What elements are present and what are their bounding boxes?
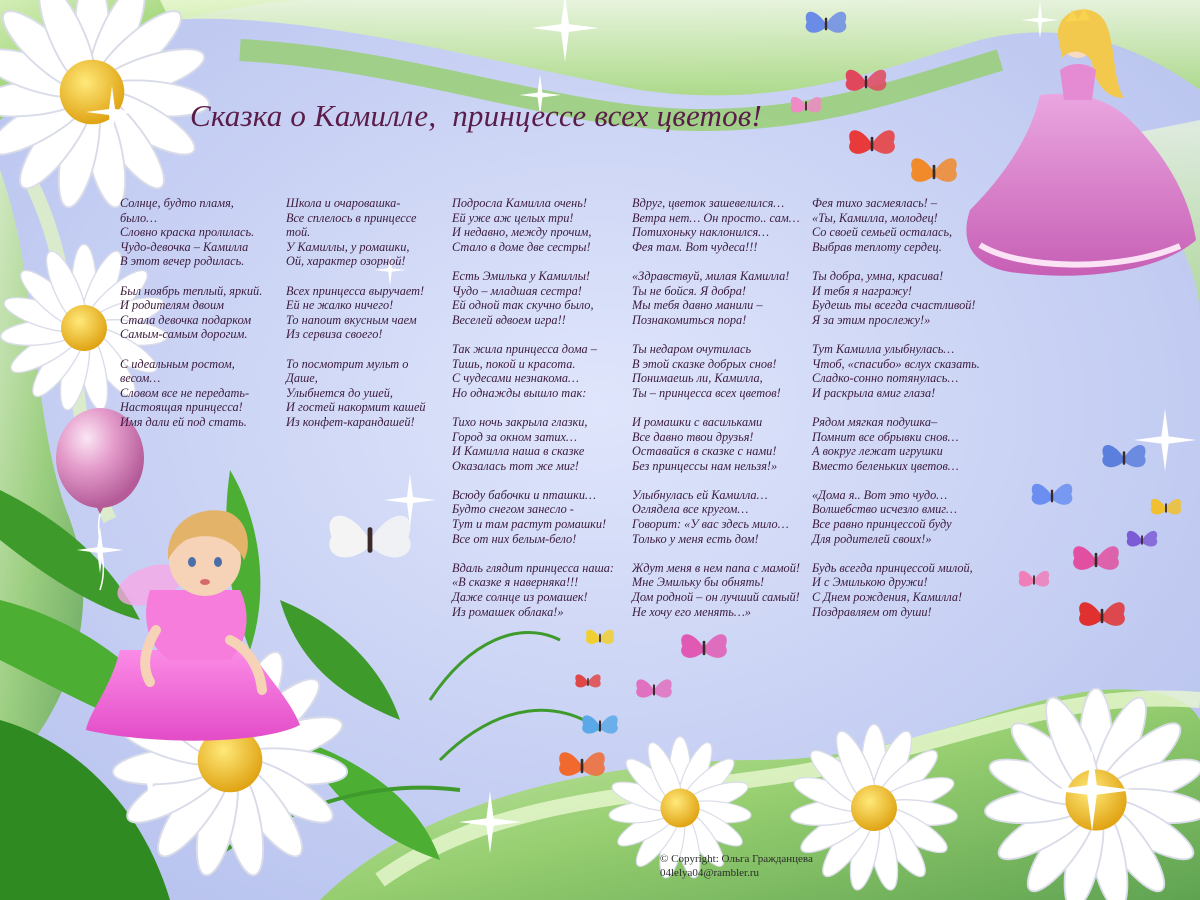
copyright-email: 04lelya04@rambler.ru — [660, 867, 760, 879]
poem-column-4 — [632, 196, 800, 619]
poem-line: Словно краска пролилась. — [120, 225, 255, 240]
poem-line: Ой, характер озорной! — [286, 254, 406, 269]
poem-line: Будто снегом занесло - — [452, 502, 574, 517]
poem-line: Тут и там растут ромашки! — [452, 517, 607, 532]
stanza-gap — [120, 342, 262, 357]
poem-line: Словом все не передать- — [120, 385, 250, 400]
copyright-author: © Copyright: Ольга Гражданцева — [660, 853, 813, 865]
poem-line: Рядом мягкая подушка– — [812, 414, 938, 429]
stanza-gap — [812, 254, 980, 269]
poem-line: И тебя я награжу! — [812, 283, 912, 298]
poem-line: Для родителей своих!» — [812, 531, 932, 546]
poem-line: Оставайся в сказке с нами! — [632, 444, 777, 459]
poem-line: Из ромашек облака!» — [452, 604, 564, 619]
poem-line: У Камиллы, у ромашки, — [286, 239, 410, 254]
poem-line: Все от них белым-бело! — [452, 531, 577, 546]
poem-line: Солнце, будто пламя, — [120, 196, 234, 210]
poem-line: Подросла Камилла очень! — [452, 196, 587, 210]
poem-line: Не хочу его менять…» — [632, 604, 751, 619]
poem-line: И раскрыла вмиг глаза! — [812, 385, 936, 400]
stanza-gap — [452, 327, 614, 342]
poem-line: И Камилла наша в сказке — [452, 444, 585, 459]
poem-column-3 — [452, 196, 614, 619]
poem-column-5 — [812, 196, 980, 619]
stanza-gap — [812, 327, 980, 342]
poem-line: Но однажды вышло так: — [452, 385, 587, 400]
stanza-gap — [632, 400, 800, 415]
poem-line: Всюду бабочки и пташки… — [452, 487, 596, 502]
poem-line: А вокруг лежат игрушки — [812, 444, 943, 459]
poem-line: Ты добра, умна, красива! — [812, 268, 944, 283]
poem-line: Тут Камилла улыбнулась… — [812, 341, 955, 356]
stanza-gap — [632, 327, 800, 342]
poem-line: Самым-самым дорогим. — [120, 327, 248, 342]
poem-line: С Днем рождения, Камилла! — [812, 590, 963, 605]
poem-line: И с Эмилькою дружи! — [812, 575, 928, 590]
poem-line: Ей не жалко ничего! — [286, 298, 394, 313]
poem-line: Потихоньку наклонился… — [632, 225, 770, 240]
poem-line: Ты не бойся. Я добра! — [632, 283, 747, 298]
poem-line: Чтоб, «спасибо» вслух сказать. — [812, 356, 980, 371]
poem-line: Сладко-сонно потянулась… — [812, 371, 959, 386]
poem-line: «Ты, Камилла, молодец! — [812, 210, 938, 225]
copyright-notice — [660, 852, 813, 880]
poem-column-1 — [120, 196, 262, 430]
poem-line: Все равно принцессой буду — [812, 517, 952, 532]
poem-line: «В сказке я наверняка!!! — [452, 575, 579, 590]
stanza-gap — [812, 546, 980, 561]
poem-line: Только у меня есть дом! — [632, 531, 759, 546]
poem-line: Дом родной – он лучший самый! — [632, 590, 800, 605]
poem-line: Ей одной так скучно было, — [452, 298, 594, 313]
poem-line: Помнит все обрывки снов… — [812, 429, 959, 444]
poem-line: Настоящая принцесса! — [120, 400, 243, 415]
poem-line: Мы тебя давно манили – — [632, 298, 763, 313]
poem-line: Школа и очаровашка- — [286, 196, 401, 210]
poem-line: Вместо беленьких цветов… — [812, 458, 959, 473]
stanza-gap — [632, 254, 800, 269]
poem-line: Без принцессы нам нельзя!» — [632, 458, 778, 473]
stanza-gap — [286, 269, 426, 284]
poem-line: Веселей вдвоем игра!! — [452, 312, 566, 327]
poem-line: Понимаешь ли, Камилла, — [632, 371, 763, 386]
poem-line: Вдруг, цветок зашевелился… — [632, 196, 785, 210]
poem-line: И ромашки с васильками — [632, 414, 763, 429]
poem-line: Из сервиза своего! — [286, 327, 383, 342]
poem-line: Из конфет-карандашей! — [286, 414, 415, 429]
poem-line: Ждут меня в нем папа с мамой! — [632, 560, 800, 575]
poem-line: Говорит: «У вас здесь мило… — [632, 517, 789, 532]
poem-line: весом… — [120, 371, 161, 386]
poem-line: «Дома я.. Вот это чудо… — [812, 487, 948, 502]
stanza-gap — [452, 254, 614, 269]
poem-line: Всех принцесса выручает! — [286, 283, 425, 298]
poem-line: Ты недаром очутилась — [632, 341, 752, 356]
stanza-gap — [120, 269, 262, 284]
poem-line: В этой сказке добрых снов! — [632, 356, 777, 371]
stanza-gap — [632, 473, 800, 488]
poem-line: Ты – принцесса всех цветов! — [632, 385, 781, 400]
stanza-gap — [632, 546, 800, 561]
stanza-gap — [812, 400, 980, 415]
poem-line: той. — [286, 225, 311, 240]
poem-line: Так жила принцесса дома – — [452, 341, 597, 356]
poem-line: Будь всегда принцессой милой, — [812, 560, 973, 575]
poem-line: Был ноябрь теплый, яркий. — [120, 283, 263, 298]
stanza-gap — [452, 400, 614, 415]
stanza-gap — [812, 473, 980, 488]
poem-column-2 — [286, 196, 426, 430]
poem-line: Тишь, покой и красота. — [452, 356, 576, 371]
poem-line: Улыбнется до ушей, — [286, 385, 393, 400]
poem-line: Даже солнце из ромашек! — [452, 590, 588, 605]
poem-line: Оглядела все кругом… — [632, 502, 749, 517]
poem-line: И недавно, между прочим, — [452, 225, 592, 240]
poem-line: Ей уже аж целых три! — [452, 210, 574, 225]
poem-line: Город за окном затих… — [452, 429, 577, 444]
poem-line: Я за этим прослежу!» — [812, 312, 931, 327]
poem-line: Со своей семьей осталась, — [812, 225, 953, 240]
poem-line: Фея тихо засмеялась! – — [812, 196, 937, 210]
poem-line: С чудесами незнакома… — [452, 371, 579, 386]
poem-line: То напоит вкусным чаем — [286, 312, 417, 327]
stanza-gap — [286, 342, 426, 357]
poem-line: Тихо ночь закрыла глазки, — [452, 414, 588, 429]
poem-line: Чудо – младшая сестра! — [452, 283, 582, 298]
poem-line: Стала девочка подарком — [120, 312, 252, 327]
stanza-gap — [452, 473, 614, 488]
poem-line: Чудо-девочка – Камилла — [120, 239, 249, 254]
poem-line: Оказалась тот же миг! — [452, 458, 579, 473]
poem-line: В этот вечер родилась. — [120, 254, 245, 269]
poem-line: Фея там. Вот чудеса!!! — [632, 239, 758, 254]
poem-line: То посмотрит мульт о — [286, 356, 409, 371]
stanza-gap — [452, 546, 614, 561]
poem-line: Имя дали ей под стать. — [120, 414, 247, 429]
poem-line: Будешь ты всегда счастливой! — [812, 298, 976, 313]
poem-line: «Здравствуй, милая Камилла! — [632, 268, 790, 283]
poem-line: Познакомиться пора! — [632, 312, 747, 327]
poem-line: И гостей накормит кашей — [286, 400, 426, 415]
poem-line: С идеальным ростом, — [120, 356, 235, 371]
poem-line: Улыбнулась ей Камилла… — [632, 487, 768, 502]
poem-line: Поздравляем от души! — [812, 604, 932, 619]
poem-line: Мне Эмильку бы обнять! — [632, 575, 765, 590]
poem-line: Даше, — [286, 371, 318, 386]
poem-line: И родителям двоим — [120, 298, 225, 313]
poem-line: Все сплелось в принцессе — [286, 210, 417, 225]
poem-line: Выбрав теплоту сердец. — [812, 239, 942, 254]
page-title: Сказка о Камилле, принцессе всех цветов! — [190, 98, 762, 133]
poem-line: Ветра нет… Он просто.. сам… — [632, 210, 800, 225]
poem-line: Все давно твои друзья! — [632, 429, 754, 444]
poem-line: Стало в доме две сестры! — [452, 239, 591, 254]
poem-line: Вдаль глядит принцесса наша: — [452, 560, 614, 575]
poem-line: было… — [120, 210, 158, 225]
poem-line: Есть Эмилька у Камиллы! — [452, 268, 591, 283]
poem-line: Волшебство исчезло вмиг… — [812, 502, 957, 517]
